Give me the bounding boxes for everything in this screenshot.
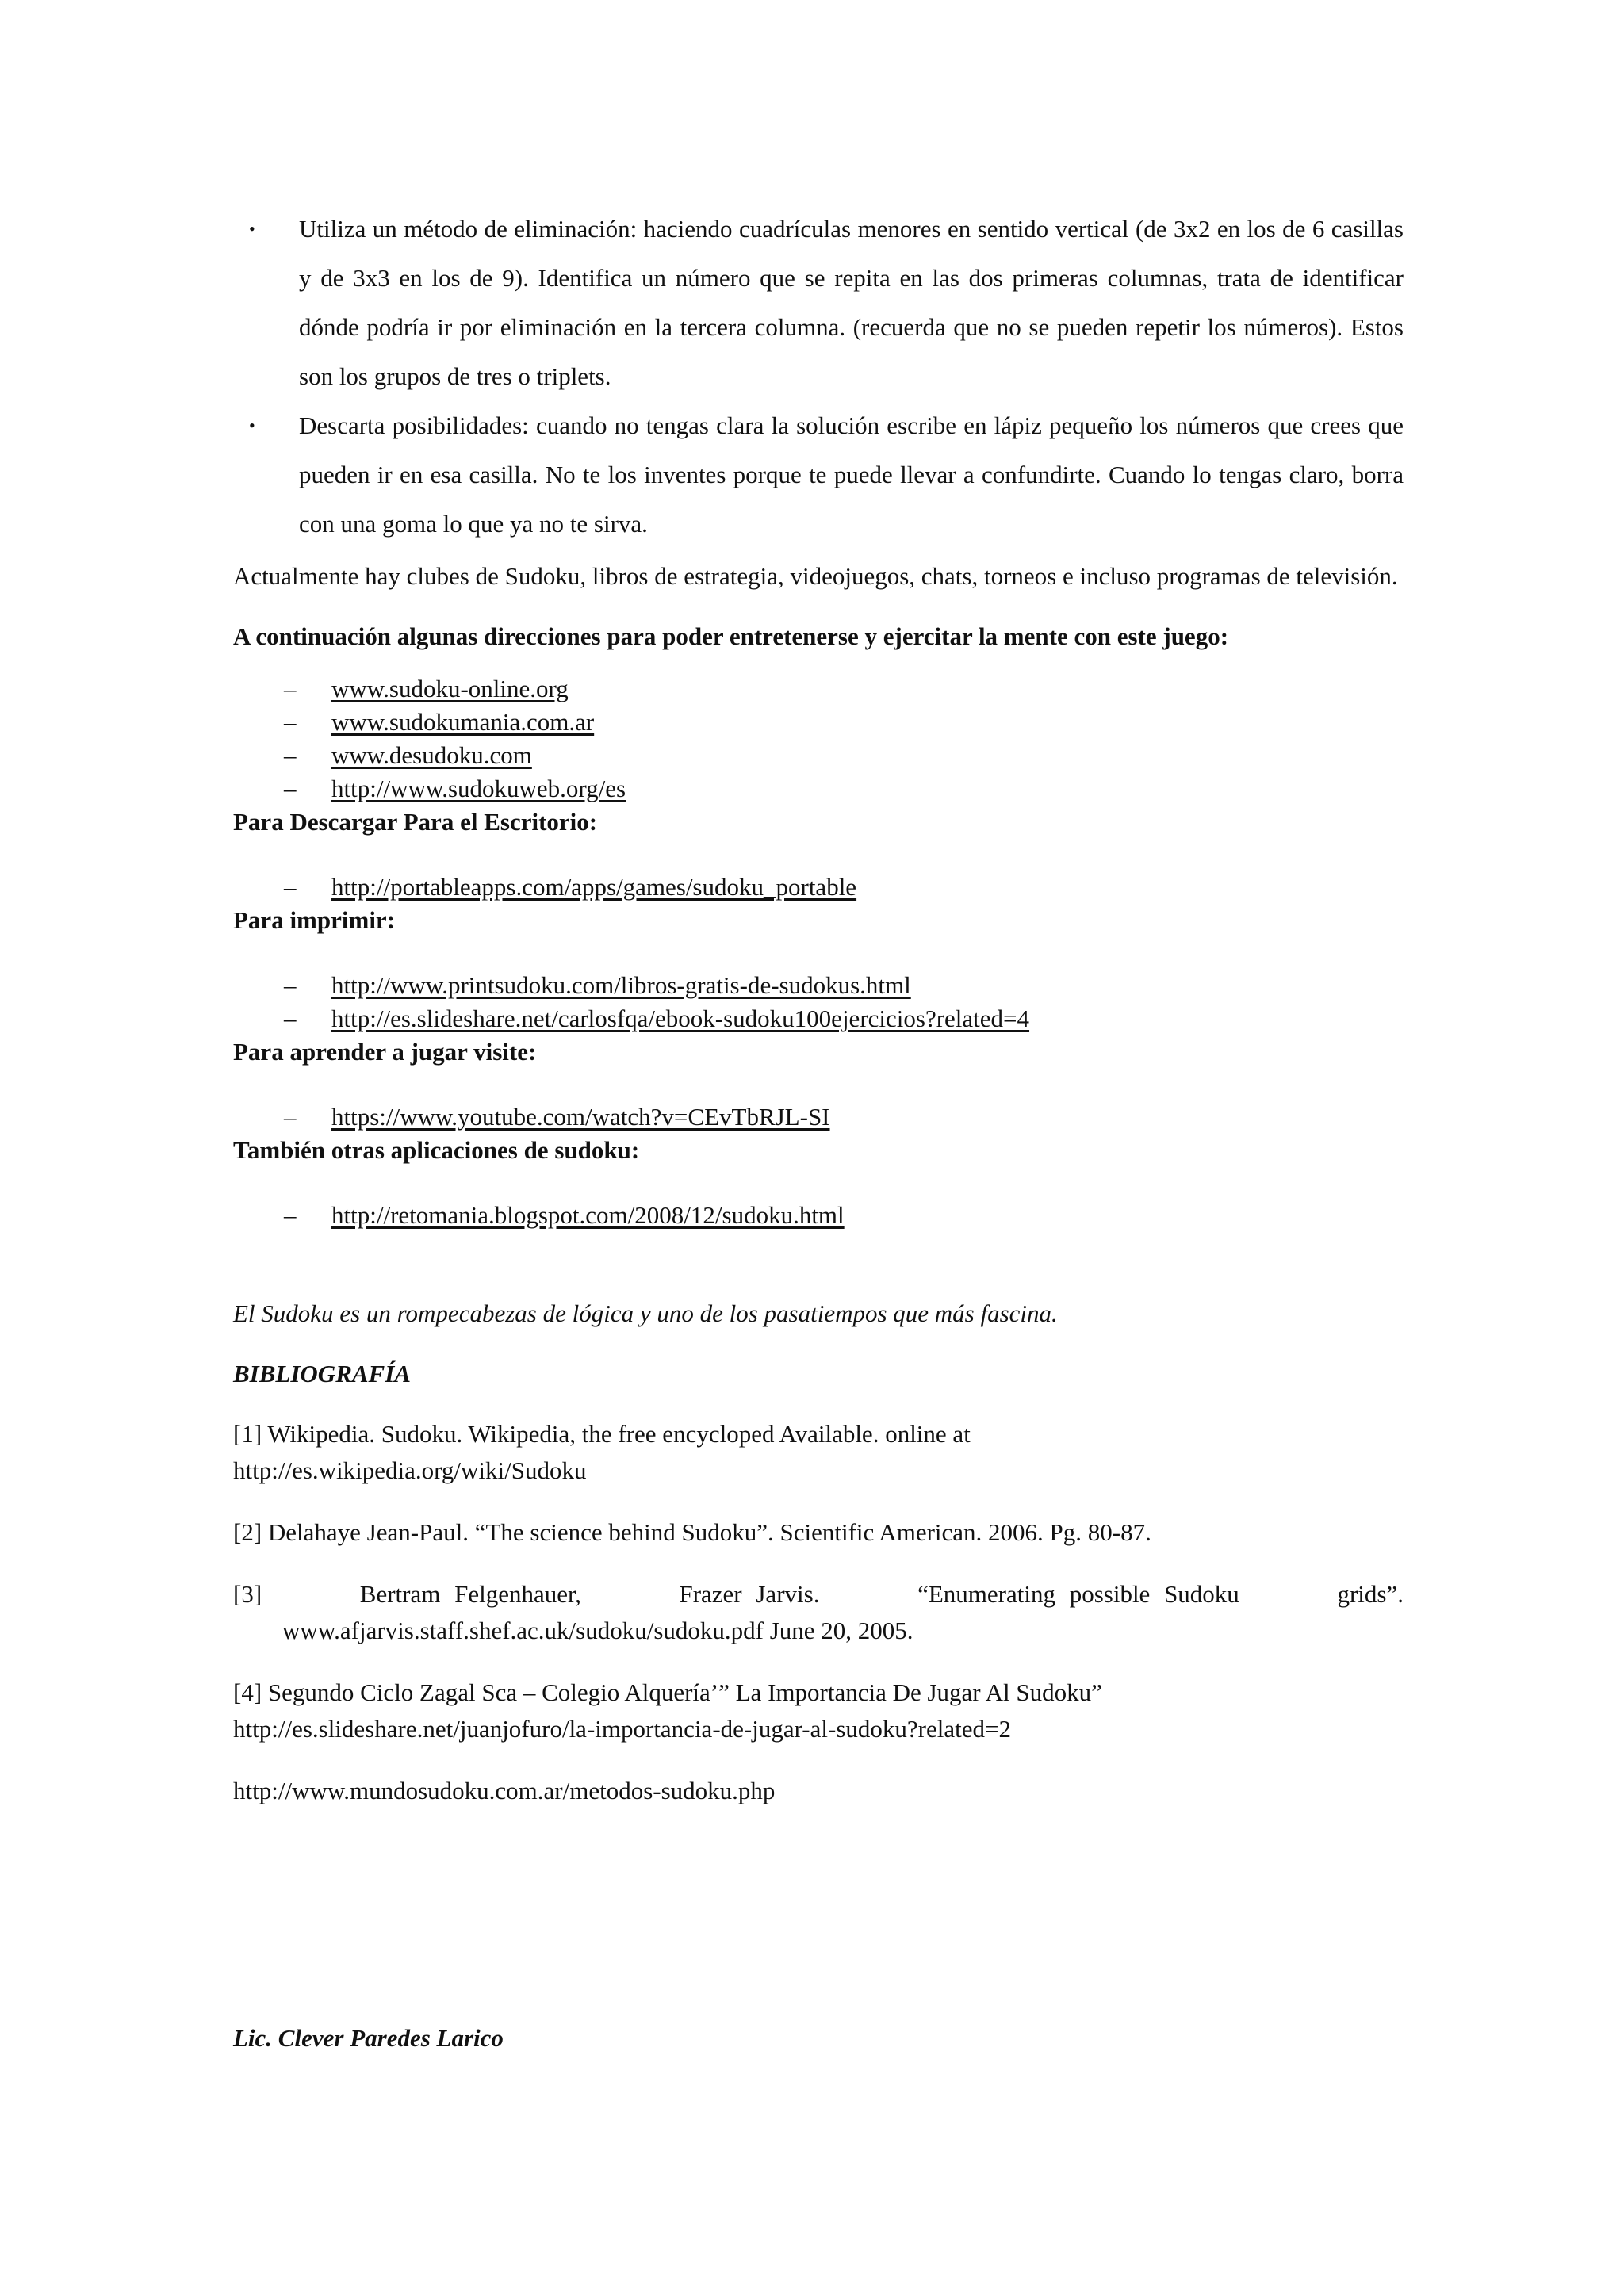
link-list xyxy=(233,672,1404,806)
external-link[interactable]: http://www.sudokuweb.org/es xyxy=(331,775,626,802)
tip-item xyxy=(233,401,1404,549)
reference-3-author-b: Frazer Jarvis. xyxy=(679,1580,820,1608)
extra-url-text: http://www.mundosudoku.com.ar/metodos-sudoku.php xyxy=(233,1777,776,1804)
section-heading: Para Descargar Para el Escritorio: xyxy=(233,808,598,836)
dash-icon: – xyxy=(284,1103,297,1131)
tip-item xyxy=(233,205,1404,401)
reference-4-line1: [4] Segundo Ciclo Zagal Sca – Colegio Alquería’” La Importancia De Jugar Al Sudoku” xyxy=(233,1678,1102,1706)
closing-statement: El Sudoku es un rompecabezas de lógica y uno de los pasatiempos que más fascina. xyxy=(233,1299,1058,1327)
link-list xyxy=(233,1100,1404,1134)
link-list xyxy=(233,969,1404,1035)
dash-icon: – xyxy=(284,1201,297,1229)
reference-3-title-b: grids”. xyxy=(1337,1580,1404,1608)
reference-3-number: [3] xyxy=(233,1580,262,1608)
dash-icon: – xyxy=(284,708,297,736)
link-item xyxy=(233,1100,1404,1134)
link-item xyxy=(233,739,1404,772)
external-link[interactable]: http://retomania.blogspot.com/2008/12/sudoku.html xyxy=(331,1201,845,1229)
link-item xyxy=(233,969,1404,1002)
link-list xyxy=(233,871,1404,904)
tips-list xyxy=(233,205,1404,549)
bullet-icon: • xyxy=(249,219,255,239)
reference-3-line1 xyxy=(233,1576,1404,1613)
intro-paragraph: Actualmente hay clubes de Sudoku, libros de estrategia, videojuegos, chats, torneos e incluso programas de televisión. xyxy=(233,562,1398,590)
reference-4 xyxy=(233,1674,1404,1747)
tip-text: Utiliza un método de eliminación: haciendo cuadrículas menores en sentido vertical (de 3x2 en los de 6 casillas y de 3x3 en los de 9). Identifica un número que se repita en las dos primeras columnas, trata de identificar dónde podría ir por eliminación en la tercera columna. (recuerda que no se pueden repetir los números). Estos son los grupos de tres o triplets. xyxy=(299,215,1404,390)
tip-text: Descarta posibilidades: cuando no tengas clara la solución escribe en lápiz pequeño los números que crees que pueden ir en esa casilla. No te los inventes porque te puede llevar a confundirte. Cuando lo tengas claro, borra con una goma lo que ya no te sirva. xyxy=(299,411,1404,538)
reference-2-text: [2] Delahaye Jean-Paul. “The science behind Sudoku”. Scientific American. 2006. Pg. 80-87. xyxy=(233,1518,1151,1546)
link-list xyxy=(233,1199,1404,1232)
section-heading: A continuación algunas direcciones para poder entretenerse y ejercitar la mente con este juego: xyxy=(233,622,1229,650)
link-item xyxy=(233,1199,1404,1232)
section-heading: También otras aplicaciones de sudoku: xyxy=(233,1136,640,1164)
reference-1 xyxy=(233,1416,1404,1489)
external-link[interactable]: http://www.printsudoku.com/libros-gratis-de-sudokus.html xyxy=(331,971,911,999)
external-link[interactable]: www.sudoku-online.org xyxy=(331,675,569,702)
reference-4-line2: http://es.slideshare.net/juanjofuro/la-importancia-de-jugar-al-sudoku?related=2 xyxy=(233,1715,1011,1743)
link-item xyxy=(233,772,1404,806)
dash-icon: – xyxy=(284,675,297,702)
link-item xyxy=(233,672,1404,706)
reference-1-line2: http://es.wikipedia.org/wiki/Sudoku xyxy=(233,1456,587,1484)
dash-icon: – xyxy=(284,1004,297,1032)
bullet-icon: • xyxy=(249,415,255,435)
dash-icon: – xyxy=(284,741,297,769)
bibliography-heading: BIBLIOGRAFÍA xyxy=(233,1360,411,1387)
dash-icon: – xyxy=(284,873,297,901)
external-link[interactable]: www.desudoku.com xyxy=(331,741,532,769)
link-item xyxy=(233,871,1404,904)
reference-2 xyxy=(233,1514,1404,1551)
author-signature: Lic. Clever Paredes Larico xyxy=(233,2024,504,2052)
reference-3-title-a: “Enumerating possible Sudoku xyxy=(917,1580,1239,1608)
dash-icon: – xyxy=(284,971,297,999)
reference-extra-url xyxy=(233,1773,1404,1809)
external-link[interactable]: https://www.youtube.com/watch?v=CEvTbRJL-SI xyxy=(331,1103,830,1131)
reference-3 xyxy=(233,1576,1404,1649)
document-page xyxy=(233,205,1404,1809)
dash-icon: – xyxy=(284,775,297,802)
section-heading: Para aprender a jugar visite: xyxy=(233,1038,537,1066)
external-link[interactable]: www.sudokumania.com.ar xyxy=(331,708,595,736)
reference-1-line1: [1] Wikipedia. Sudoku. Wikipedia, the free encycloped Available. online at xyxy=(233,1420,971,1448)
external-link[interactable]: http://es.slideshare.net/carlosfqa/ebook-sudoku100ejercicios?related=4 xyxy=(331,1004,1030,1032)
link-item xyxy=(233,1002,1404,1035)
section-heading: Para imprimir: xyxy=(233,906,396,934)
link-item xyxy=(233,706,1404,739)
reference-3-line2: www.afjarvis.staff.shef.ac.uk/sudoku/sudoku.pdf June 20, 2005. xyxy=(282,1617,914,1644)
reference-3-author-a: Bertram Felgenhauer, xyxy=(359,1580,581,1608)
external-link[interactable]: http://portableapps.com/apps/games/sudoku_portable xyxy=(331,873,857,901)
